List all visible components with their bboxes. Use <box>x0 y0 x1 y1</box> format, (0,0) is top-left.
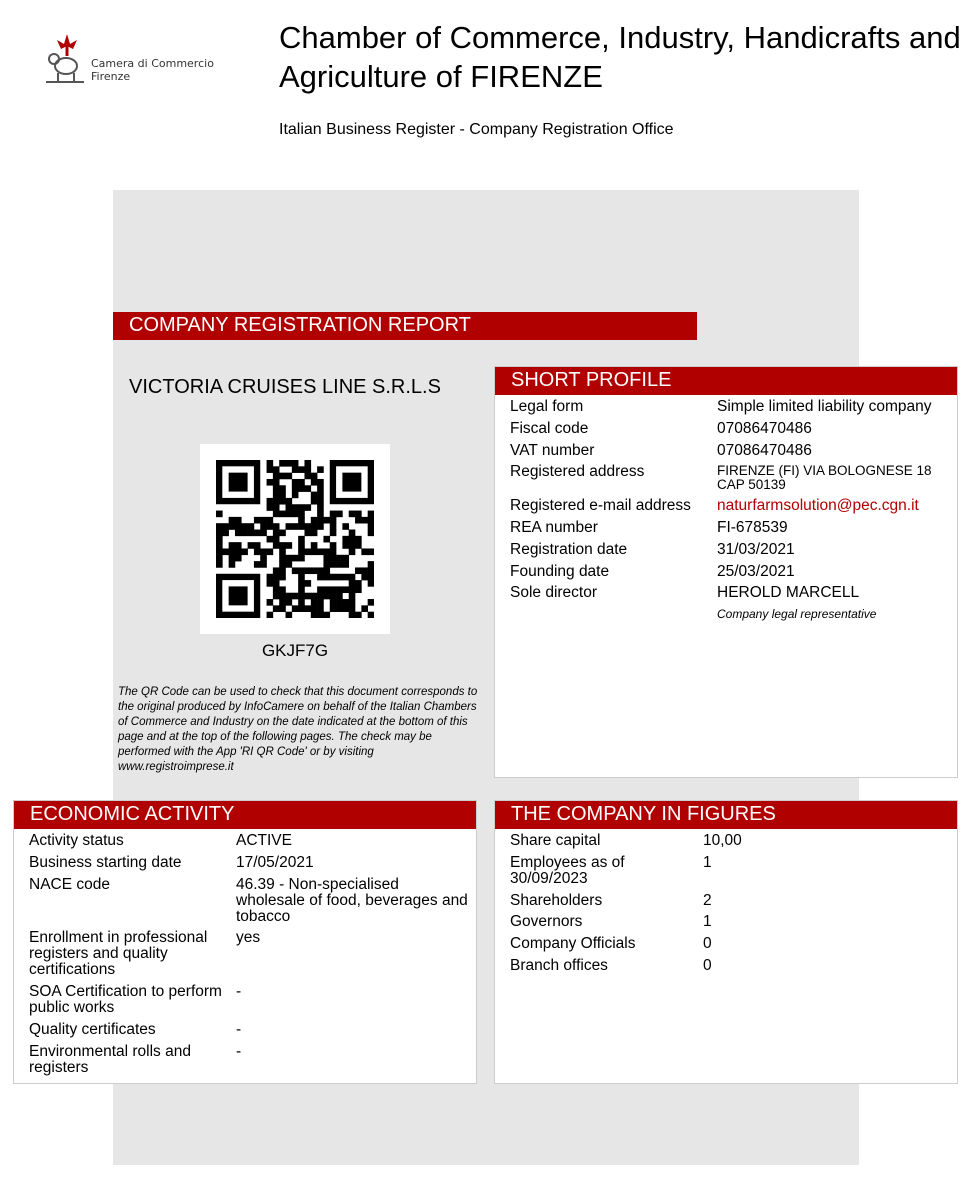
field-value: 31/03/2021 <box>717 540 795 558</box>
econ-row-start <box>29 855 470 871</box>
field-value: 0 <box>703 956 712 974</box>
field-value: 1 <box>703 853 712 871</box>
company-name: VICTORIA CRUISES LINE S.R.L.S <box>129 376 441 398</box>
field-label: Registered address <box>510 463 645 481</box>
econ-row-enrollment <box>29 930 470 978</box>
field-value: 0 <box>703 935 712 953</box>
field-label: NACE code <box>29 875 110 893</box>
logo-text <box>91 57 214 83</box>
field-value: 2 <box>703 891 712 909</box>
qr-code <box>200 444 390 634</box>
economic-activity-panel <box>13 800 477 1084</box>
profile-row-fiscal-code <box>510 421 951 437</box>
econ-row-quality <box>29 1022 470 1038</box>
profile-row-address <box>510 464 951 492</box>
field-label: Founding date <box>510 562 610 580</box>
figures-row-share-capital <box>510 833 951 849</box>
field-label: Company Officials <box>510 935 636 953</box>
econ-row-soa <box>29 984 470 1016</box>
director-role: Company legal representative <box>717 607 877 622</box>
econ-row-env <box>29 1044 470 1076</box>
qr-code-icon <box>216 460 374 618</box>
figures-row-officials <box>510 936 951 952</box>
field-value: Simple limited liability company <box>717 398 932 415</box>
field-value: 1 <box>703 913 712 931</box>
field-label: Activity status <box>29 832 124 849</box>
field-label: Branch offices <box>510 956 608 974</box>
figures-row-branches <box>510 958 951 974</box>
field-label: Registration date <box>510 540 628 558</box>
profile-row-legal-form <box>510 399 951 415</box>
field-value: 07086470486 <box>717 419 812 437</box>
field-label: SOA Certification to perform public works <box>29 983 222 1017</box>
profile-row-email <box>510 498 951 514</box>
field-value: 17/05/2021 <box>236 853 314 871</box>
logo-line-2: Firenze <box>91 70 131 83</box>
econ-row-nace <box>29 877 470 925</box>
company-figures-panel <box>494 800 958 1084</box>
director-name: HEROLD MARCELL <box>717 584 860 602</box>
field-label: VAT number <box>510 441 595 459</box>
field-label: Environmental rolls and registers <box>29 1042 191 1076</box>
logo-line-1: Camera di Commercio <box>91 57 214 70</box>
chamber-title: Chamber of Commerce, Industry, Handicrafts and Agriculture of FIRENZE <box>279 20 961 94</box>
field-label: Sole director <box>510 584 598 602</box>
economic-activity-title: ECONOMIC ACTIVITY <box>14 801 476 829</box>
field-label: Enrollment in professional registers and quality certifications <box>29 929 208 979</box>
register-subtitle: Italian Business Register - Company Registration Office <box>279 121 674 138</box>
profile-row-rea <box>510 520 951 536</box>
field-value: FIRENZE (FI) VIA BOLOGNESE 18 CAP 50139 <box>717 463 932 493</box>
field-label: Legal form <box>510 398 584 415</box>
field-label: Registered e-mail address <box>510 497 691 515</box>
field-value: yes <box>236 929 261 947</box>
figures-row-employees <box>510 855 951 887</box>
econ-row-status <box>29 833 470 849</box>
profile-row-director <box>510 585 951 622</box>
short-profile-panel <box>494 366 958 778</box>
figures-row-governors <box>510 914 951 930</box>
report-title-bar: COMPANY REGISTRATION REPORT <box>113 312 697 340</box>
field-label: Employees as of 30/09/2023 <box>510 853 625 887</box>
field-label: Business starting date <box>29 853 182 871</box>
field-value: 46.39 - Non-specialised wholesale of food, beverages and tobacco <box>236 875 468 925</box>
field-value <box>717 585 951 622</box>
field-label: Fiscal code <box>510 419 589 437</box>
field-value: - <box>236 1042 242 1060</box>
field-value: - <box>236 1020 242 1038</box>
field-value: - <box>236 983 242 1001</box>
field-value: FI-678539 <box>717 518 788 536</box>
field-label: REA number <box>510 518 598 536</box>
figures-row-shareholders <box>510 893 951 909</box>
field-label: Share capital <box>510 832 601 849</box>
lily-ram-emblem-icon <box>44 32 90 88</box>
email-link[interactable]: naturfarmsolution@pec.cgn.it <box>717 497 919 515</box>
field-value: 25/03/2021 <box>717 562 795 580</box>
field-label: Quality certificates <box>29 1020 156 1038</box>
field-value: 07086470486 <box>717 441 812 459</box>
field-value: 10,00 <box>703 832 742 849</box>
profile-row-founding-date <box>510 564 951 580</box>
short-profile-title: SHORT PROFILE <box>495 367 957 395</box>
field-label: Governors <box>510 913 583 931</box>
company-figures-title: THE COMPANY IN FIGURES <box>495 801 957 829</box>
field-value: ACTIVE <box>236 832 292 849</box>
field-label: Shareholders <box>510 891 603 909</box>
qr-code-text: GKJF7G <box>261 641 329 660</box>
qr-note: The QR Code can be used to check that this document corresponds to the original produced by InfoCamere on behalf of the Italian Chambers of Commerce and Industry on the date indicated at the bottom of this page and at the top of the following pages. The check may be performed with the App 'RI QR Code' or by visiting www.registroimprese.it <box>118 686 478 773</box>
profile-row-vat <box>510 443 951 459</box>
profile-row-registration-date <box>510 542 951 558</box>
